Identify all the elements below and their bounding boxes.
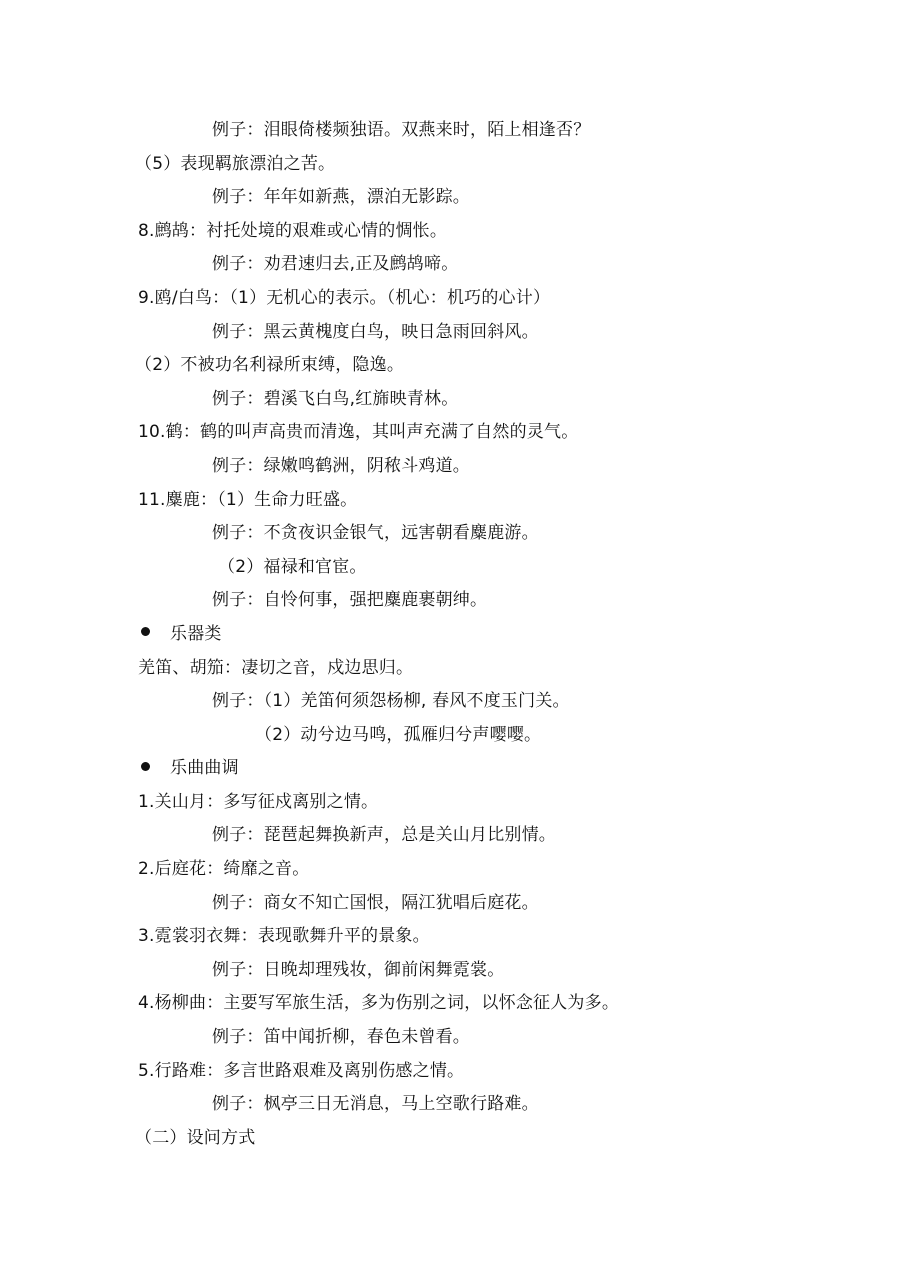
example-line: 例子：绿嫩鸣鹤洲，阴秾斗鸡道。 [212, 455, 470, 476]
example-line: 例子：日晚却理残妆，御前闲舞霓裳。 [212, 959, 505, 980]
bullet-icon [141, 627, 150, 636]
example-line: 例子：年年如新燕，漂泊无影踪。 [212, 187, 470, 208]
entry-heading: 11.麋鹿：（1）生命力旺盛。 [138, 489, 358, 510]
example-line: 例子：劝君速归去,正及鹧鸪啼。 [212, 254, 459, 275]
section-heading-label: 乐器类 [170, 623, 222, 644]
section-heading [0, 618, 909, 652]
example-line: 例子：琵琶起舞换新声，总是关山月比别情。 [212, 825, 556, 846]
example-line: 例子：黑云黄槐度白鸟，映日急雨回斜风。 [212, 321, 539, 342]
bullet-icon [141, 762, 150, 771]
document-page [0, 114, 909, 1155]
section-heading [0, 752, 909, 786]
entry-heading: 羌笛、胡笳：凄切之音，戍边思归。 [138, 657, 414, 678]
entry-heading: 10.鹤：鹤的叫声高贵而清逸，其叫声充满了自然的灵气。 [138, 422, 579, 443]
example-line: 例子：不贪夜识金银气，远害朝看麋鹿游。 [212, 523, 539, 544]
sub-point: （2）不被功名利禄所束缚，隐逸。 [135, 355, 405, 376]
sub-point: （5）表现羁旅漂泊之苦。 [135, 153, 336, 174]
example-line: 例子：（1）羌笛何须怨杨柳, 春风不度玉门关。 [212, 691, 570, 712]
example-line: （2）动兮边马鸣，孤雁归兮声嘤嘤。 [255, 724, 542, 745]
section-heading-label: 乐曲曲调 [170, 758, 239, 779]
entry-heading: 1.关山月：多写征戍离别之情。 [138, 791, 379, 812]
entry-heading: 5.行路难：多言世路艰难及离别伤感之情。 [138, 1060, 465, 1081]
example-line: 例子：笛中闻折柳，春色未曾看。 [212, 1027, 470, 1048]
sub-point: （2）福禄和官宦。 [218, 556, 367, 577]
example-line: 例子：泪眼倚楼频独语。双燕来时，陌上相逢否？ [212, 120, 591, 140]
entry-heading: 4.杨柳曲：主要写军旅生活，多为伤别之词，以怀念征人为多。 [138, 993, 620, 1014]
example-line: 例子：自怜何事，强把麋鹿裹朝绅。 [212, 590, 488, 611]
example-line: 例子：枫亭三日无消息，马上空歌行路难。 [212, 1094, 539, 1115]
example-line: 例子：碧溪飞白鸟,红旆映青林。 [212, 388, 459, 409]
entry-heading: 2.后庭花：绮靡之音。 [138, 859, 310, 880]
entry-heading: 3.霓裳羽衣舞：表现歌舞升平的景象。 [138, 926, 430, 947]
subsection-heading: （二）设问方式 [135, 1127, 256, 1148]
entry-heading: 8.鹧鸪：衬托处境的艰难或心情的惆怅。 [138, 220, 448, 241]
entry-heading: 9.鸥/白鸟：（1）无机心的表示。（机心：机巧的心计） [138, 287, 551, 308]
example-line: 例子：商女不知亡国恨，隔江犹唱后庭花。 [212, 892, 539, 913]
